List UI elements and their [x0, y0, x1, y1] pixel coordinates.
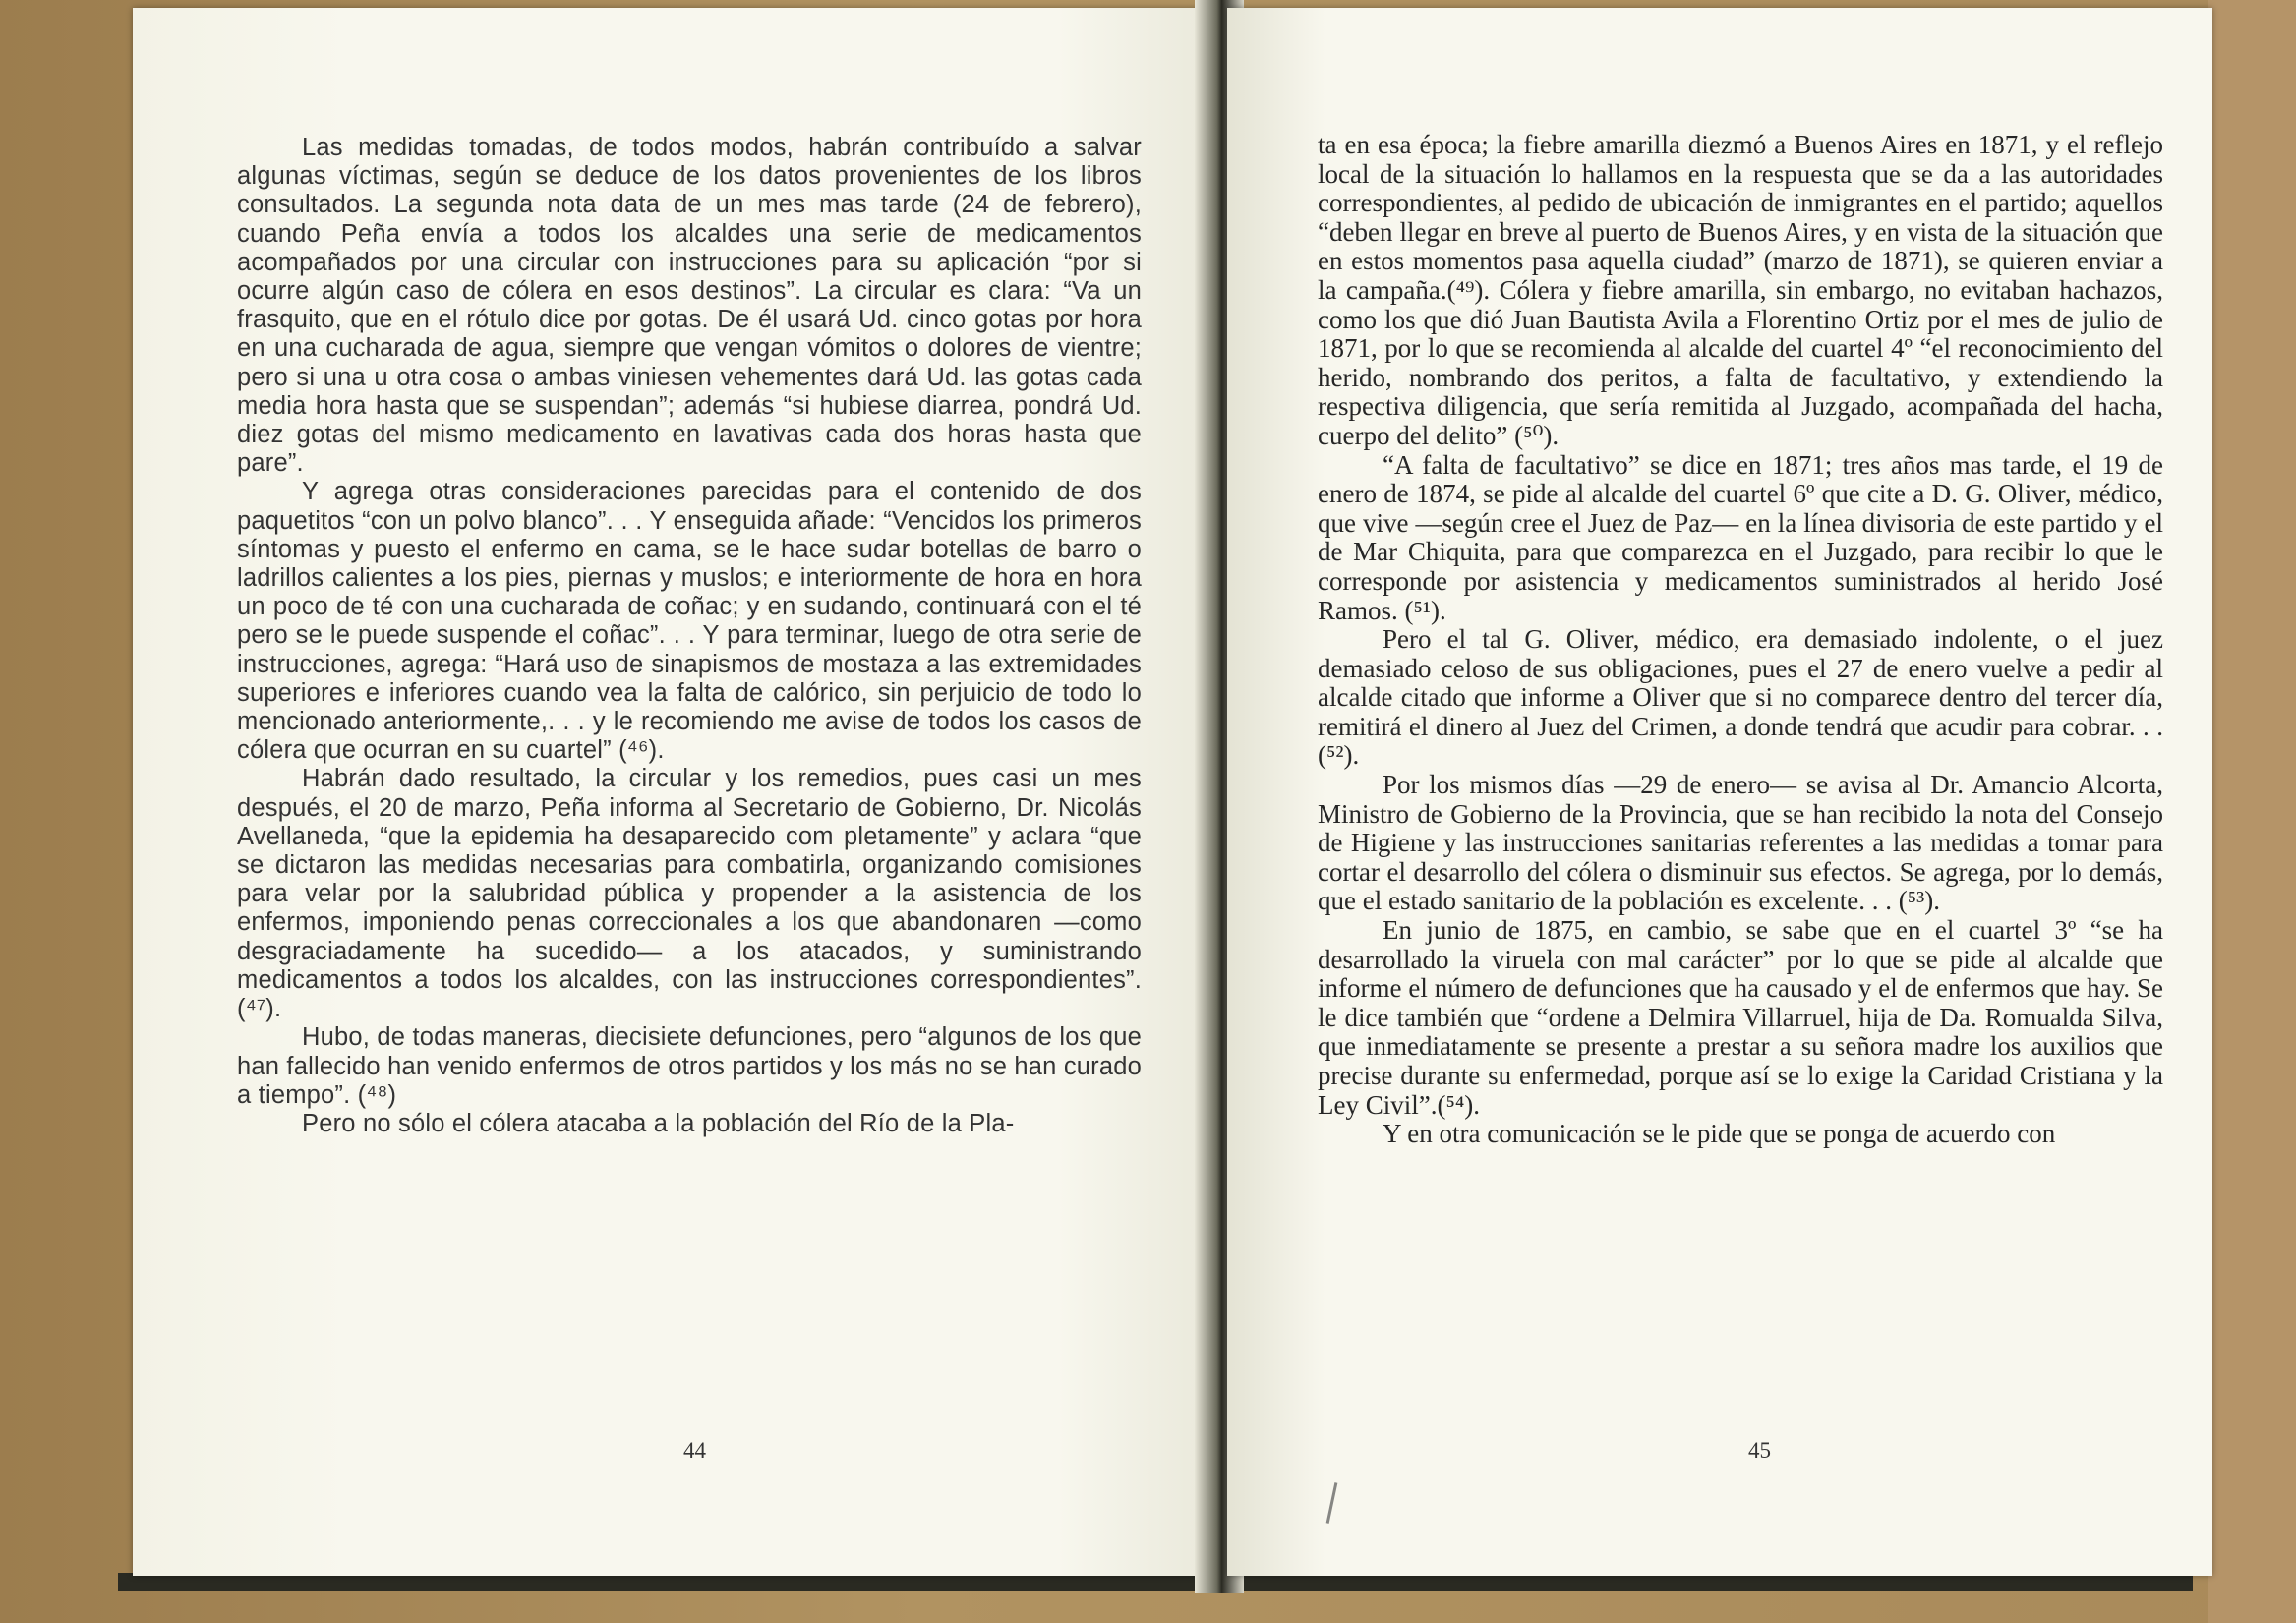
paragraph: Hubo, de todas maneras, diecisiete defunciones, pero “algunos de los que han fallecido han venido enfermos de otros partidos y los más no se han curado a tiempo”. (⁴⁸) [237, 1023, 1142, 1109]
page-number: 44 [683, 1438, 706, 1463]
left-page-text [237, 134, 1142, 1138]
page-number: 45 [1748, 1438, 1771, 1463]
paragraph: Y agrega otras consideraciones parecidas para el contenido de dos paquetitos “con un polvo blanco”. . . Y enseguida añade: “Vencidos los primeros síntomas y puesto el enfermo en cama, se le hace sudar botellas de barro o ladrillos calientes a los pies, piernas y muslos; e interiormente de hora en hora un poco de té con una cucharada de coñac; y en sudando, continuará con el té pero se le puede suspende el coñac”. . . Y para terminar, luego de otra serie de instrucciones, agrega: “Hará uso de sinapismos de mostaza a las extremidades superiores e inferiores cuando vea la falta de calórico, sin perjuicio de todo lo mencionado anteriormente,. . . y le recomiendo me avise de todos los casos de cólera que ocurran en su cuartel” (⁴⁶). [237, 478, 1142, 765]
paragraph: Pero el tal G. Oliver, médico, era demasiado indolente, o el juez demasiado celoso de sus obligaciones, pues el 27 de enero vuelve a pedir al alcalde citado que informe a Oliver que si no comparece dentro del tercer día, remitirá el dinero al Juez del Crimen, a donde tendrá que acudir para cobrar. . . (⁵²). [1318, 624, 2163, 771]
scan-board-edge [2208, 0, 2296, 1623]
paragraph: ta en esa época; la fiebre amarilla diezmó a Buenos Aires en 1871, y el reflejo local de la situación lo hallamos en la respuesta que se da a las autoridades correspondientes, al pedido de ubicación de inmigrantes en el partido; aquellos “deben llegar en breve al puerto de Buenos Aires, y en vista de la situación que en estos momentos pasa aquella ciudad” (marzo de 1871), se quieren enviar a la campaña.(⁴⁹). Cólera y fiebre amarilla, sin embargo, no evitaban hachazos, como los que dió Juan Bautista Avila a Florentino Ortiz por el mes de julio de 1871, por lo que se recomienda al alcalde del cuartel 4º “el reconocimiento del herido, nombrando dos peritos, a falta de facultativo, y extendiendo la respectiva diligencia, que sería remitida al Juzgado, acompañada del hacha, cuerpo del delito” (⁵⁰). [1318, 130, 2163, 450]
left-page [133, 8, 1219, 1576]
paragraph: Y en otra comunicación se le pide que se ponga de acuerdo con [1383, 1119, 2056, 1149]
paragraph: En junio de 1875, en cambio, se sabe que en el cuartel 3º “se ha desarrollado la viruela con mal carácter” por lo que se pide al alcalde que informe el número de defunciones que ha causado y el de enfermos que hay. Se le dice también que “ordene a Delmira Villarruel, hija de Da. Romualda Silva, que inmediatamente se presente a prestar a su señora madre los auxilios que precise durante su enfermedad, porque así se lo exige la Caridad Cristiana y la Ley Civil”.(⁵⁴). [1318, 915, 2163, 1120]
paragraph: Pero no sólo el cólera atacaba a la población del Río de la Pla- [302, 1109, 1015, 1137]
paragraph: Las medidas tomadas, de todos modos, habrán contribuído a salvar algunas víctimas, según se deduce de los datos provenientes de los libros consultados. La segunda nota data de un mes mas tarde (24 de febrero), cuando Peña envía a todos los alcaldes una serie de medicamentos acompañados por una circular con instrucciones para su aplicación “por si ocurre algún caso de cólera en esos destinos”. La circular es clara: “Va un frasquito, que en el rótulo dice por gotas. De él usará Ud. cinco gotas por hora en una cucharada de agua, siempre que vengan vómitos o dolores de vientre; pero si una u otra cosa o ambas viniesen vehementes dará Ud. las gotas cada media hora hasta que se suspendan”; además “si hubiese diarrea, pondrá Ud. diez gotas del mismo medicamento en lavativas cada dos horas hasta que pare”. [237, 134, 1142, 478]
paragraph: Por los mismos días —29 de enero— se avisa al Dr. Amancio Alcorta, Ministro de Gobierno de la Provincia, que se han recibido la nota del Consejo de Higiene y las instrucciones sanitarias referentes a las medidas a tomar para cortar el desarrollo del cólera o disminuir sus efectos. Se agrega, por lo demás, que el estado sanitario de la población es excelente. . . (⁵³). [1318, 770, 2163, 916]
pencil-mark [1326, 1482, 1338, 1524]
right-page [1227, 8, 2212, 1576]
paragraph: “A falta de facultativo” se dice en 1871; tres años mas tarde, el 19 de enero de 1874, se pide al alcalde del cuartel 6º que cite a D. G. Oliver, médico, que vive —según cree el Juez de Paz— en la línea divisoria de este partido y el de Mar Chiquita, para que comparezca en el Juzgado, para recibir lo que le corresponde por asistencia y medicamentos suministrados al herido José Ramos. (⁵¹). [1318, 449, 2163, 625]
right-page-text [1318, 131, 2163, 1149]
paragraph: Habrán dado resultado, la circular y los remedios, pues casi un mes después, el 20 de marzo, Peña informa al Secretario de Gobierno, Dr. Nicolás Avellaneda, “que la epidemia ha desaparecido com pletamente” y aclara “que se dictaron las medidas necesarias para combatirla, organizando comisiones para velar por la salubridad pública y propender a la asistencia de los enfermos, imponiendo penas correccionales a los que abandonaren —como desgraciadamente ha sucedido— a los atacados, y suministrando medicamentos a todos los alcaldes, con las instrucciones correspondientes”.(⁴⁷). [237, 765, 1142, 1023]
